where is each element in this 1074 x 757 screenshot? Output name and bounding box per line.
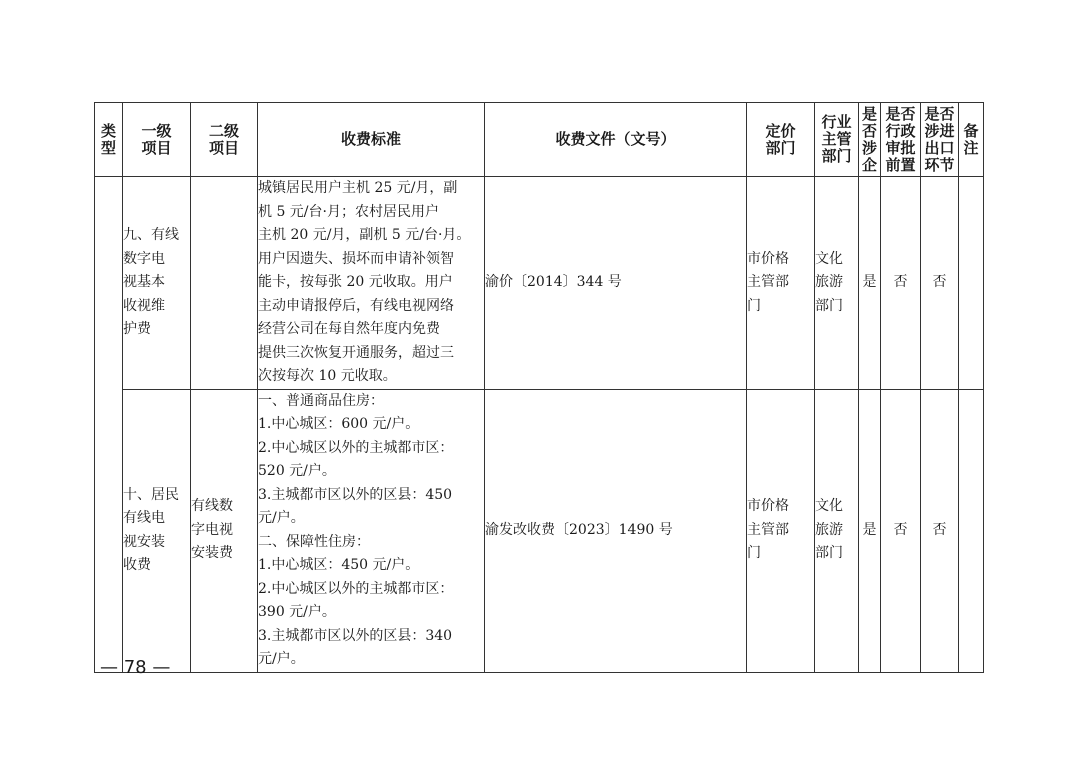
import-export-cell: 否 [921,177,959,390]
document-cell: 渝价〔2014〕344 号 [485,177,747,390]
involves-enterprise-cell: 是 [859,389,881,672]
header-row [95,103,984,177]
table-row [95,389,984,672]
fee-table [94,102,984,673]
header-remarks: 备 注 [959,103,984,177]
pricing-dept-cell: 市价格 主管部 门 [747,177,815,390]
header-import-export: 是否 涉进 出口 环节 [921,103,959,177]
table-row [95,177,984,390]
admin-approval-cell: 否 [881,177,921,390]
industry-dept-cell: 文化 旅游 部门 [815,177,859,390]
remarks-cell [959,389,984,672]
admin-approval-cell: 否 [881,389,921,672]
header-pricing-dept: 定价 部门 [747,103,815,177]
remarks-cell [959,177,984,390]
header-standard: 收费标准 [258,103,485,177]
header-admin-approval: 是否 行政 审批 前置 [881,103,921,177]
header-involves-enterprise: 是 否 涉 企 [859,103,881,177]
page-number: — 78 — [100,657,171,678]
header-level1: 一级 项目 [123,103,191,177]
type-cell [95,177,123,673]
header-level2: 二级 项目 [191,103,258,177]
level2-cell [191,177,258,390]
header-document: 收费文件（文号） [485,103,747,177]
involves-enterprise-cell: 是 [859,177,881,390]
industry-dept-cell: 文化 旅游 部门 [815,389,859,672]
standard-cell: 城镇居民用户主机 25 元/月，副 机 5 元/台·月；农村居民用户 主机 20 元/月，副机 5 元/台·月。 用户因遗失、损坏而申请补领智 能卡，按每张 20 元收取。用户 主动申请报停后，有线电视网络 经营公司在每自然年度内免费 提供三次恢复开通服务，超过三 次按每次 10 元收取。 [258,177,485,390]
document-cell: 渝发改收费〔2023〕1490 号 [485,389,747,672]
level2-cell: 有线数 字电视 安装费 [191,389,258,672]
import-export-cell: 否 [921,389,959,672]
level1-cell: 九、有线 数字电 视基本 收视维 护费 [123,177,191,390]
header-industry-dept: 行业 主管 部门 [815,103,859,177]
header-type: 类 型 [95,103,123,177]
level1-cell: 十、居民 有线电 视安装 收费 [123,389,191,672]
pricing-dept-cell: 市价格 主管部 门 [747,389,815,672]
standard-cell: 一、普通商品住房： 1.中心城区：600 元/户。 2.中心城区以外的主城都市区： 520 元/户。 3.主城都市区以外的区县：450 元/户。 二、保障性住房： 1.中心城区：450 元/户。 2.中心城区以外的主城都市区： 390 元/户。 3.主城都市区以外的区县：340 元/户。 [258,389,485,672]
